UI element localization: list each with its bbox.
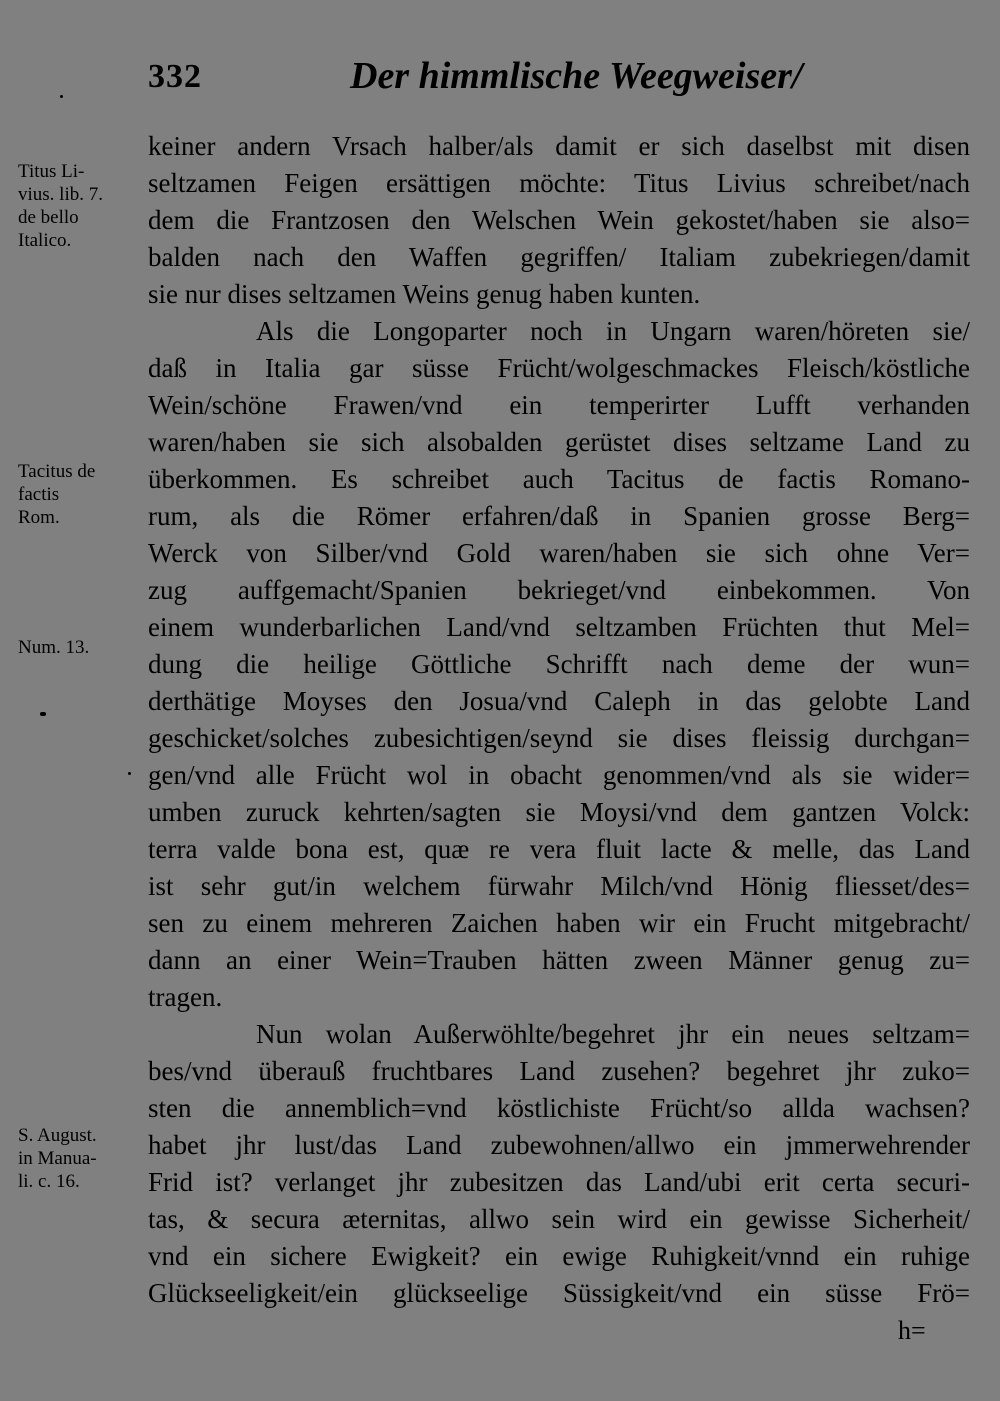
margin-note-livius bbox=[18, 160, 140, 252]
running-title: Der himmlische Weegweiser/ bbox=[350, 55, 803, 97]
body-line: zug auffgemacht/Spanien bekrieget/vnd einbekommen. Von bbox=[148, 575, 970, 605]
body-line: geschicket/solches zubesichtigen/seynd sie dises fleissig durchgan= bbox=[148, 723, 970, 753]
body-line: sie nur dises seltzamen Weins genug haben kunten. bbox=[148, 279, 701, 309]
margin-note-numbers bbox=[18, 636, 140, 659]
margin-note-line: vius. lib. 7. bbox=[18, 184, 103, 205]
body-line: sen zu einem mehreren Zaichen haben wir ein Frucht mitgebracht/ bbox=[148, 908, 970, 938]
ink-speck bbox=[128, 772, 131, 775]
body-line: vnd ein sichere Ewigkeit? ein ewige Ruhigkeit/vnnd ein ruhige bbox=[148, 1241, 970, 1271]
body-line: einem wunderbarlichen Land/vnd seltzamben Früchten thut Mel= bbox=[148, 612, 970, 642]
margin-note-line: de bello bbox=[18, 207, 79, 228]
margin-note-tacitus bbox=[18, 460, 140, 529]
body-line: rum, als die Römer erfahren/daß in Spanien grosse Berg= bbox=[148, 501, 970, 531]
catchword: h= bbox=[898, 1316, 926, 1345]
body-line: daß in Italia gar süsse Frücht/wolgeschmackes Fleisch/köstliche bbox=[148, 353, 970, 383]
margin-note-line: Tacitus de bbox=[18, 461, 96, 482]
margin-note-line: S. August. bbox=[18, 1125, 97, 1146]
body-line: Frid ist? verlanget jhr zubesitzen das Land/ubi erit certa securi- bbox=[148, 1167, 970, 1197]
body-line: bes/vnd überauß fruchtbares Land zusehen? begehret jhr zuko= bbox=[148, 1056, 970, 1086]
margin-note-line: Italico. bbox=[18, 230, 72, 251]
body-line: waren/haben sie sich alsobalden gerüstet dises seltzame Land zu bbox=[148, 427, 970, 457]
margin-note-line: li. c. 16. bbox=[18, 1171, 80, 1192]
body-line: balden nach den Waffen gegriffen/ Italiam zubekriegen/damit bbox=[148, 242, 970, 272]
body-line: dung die heilige Göttliche Schrifft nach deme der wun= bbox=[148, 649, 970, 679]
body-line-indented: Nun wolan Außerwöhlte/begehret jhr ein neues seltzam= bbox=[256, 1019, 970, 1049]
body-line: gen/vnd alle Frücht wol in obacht genommen/vnd als sie wider= bbox=[148, 760, 970, 790]
margin-note-augustine bbox=[18, 1124, 140, 1193]
margin-note-line: Num. 13. bbox=[18, 637, 90, 658]
body-line-indented: Als die Longoparter noch in Ungarn waren/höreten sie/ bbox=[256, 316, 970, 346]
body-line: Glückseeligkeit/ein glückseelige Süssigkeit/vnd ein süsse Frö= bbox=[148, 1278, 970, 1308]
running-head bbox=[148, 52, 988, 102]
body-line: umben zuruck kehrten/sagten sie Moysi/vnd dem gantzen Volck: bbox=[148, 797, 970, 827]
ink-speck bbox=[60, 95, 63, 98]
body-line: tas, & secura æternitas, allwo sein wird ein gewisse Sicherheit/ bbox=[148, 1204, 970, 1234]
margin-note-line: in Manua- bbox=[18, 1148, 97, 1169]
body-line: seltzamen Feigen ersättigen möchte: Titus Livius schreibet/nach bbox=[148, 168, 970, 198]
body-line: Werck von Silber/vnd Gold waren/haben sie sich ohne Ver= bbox=[148, 538, 970, 568]
body-line: sten die annemblich=vnd köstlichiste Frücht/so allda wachsen? bbox=[148, 1093, 970, 1123]
page-number: 332 bbox=[148, 58, 202, 95]
body-line: Wein/schöne Frawen/vnd ein temperirter Lufft verhanden bbox=[148, 390, 970, 420]
body-line: terra valde bona est, quæ re vera fluit lacte & melle, das Land bbox=[148, 834, 970, 864]
body-line: habet jhr lust/das Land zubewohnen/allwo ein jmmerwehrender bbox=[148, 1130, 970, 1160]
body-line: dann an einer Wein=Trauben hätten zween Männer genug zu= bbox=[148, 945, 970, 975]
ink-speck bbox=[40, 712, 46, 716]
margin-note-line: Titus Li- bbox=[18, 161, 85, 182]
body-line: derthätige Moyses den Josua/vnd Caleph in das gelobte Land bbox=[148, 686, 970, 716]
margin-note-line: factis bbox=[18, 484, 60, 505]
body-line: keiner andern Vrsach halber/als damit er sich daselbst mit disen bbox=[148, 131, 970, 161]
body-line: ist sehr gut/in welchem fürwahr Milch/vnd Hönig fliesset/des= bbox=[148, 871, 970, 901]
margin-note-line: Rom. bbox=[18, 507, 60, 528]
body-line: dem die Frantzosen den Welschen Wein gekostet/haben sie also= bbox=[148, 205, 970, 235]
body-line: überkommen. Es schreibet auch Tacitus de factis Romano- bbox=[148, 464, 970, 494]
body-line: tragen. bbox=[148, 982, 223, 1012]
